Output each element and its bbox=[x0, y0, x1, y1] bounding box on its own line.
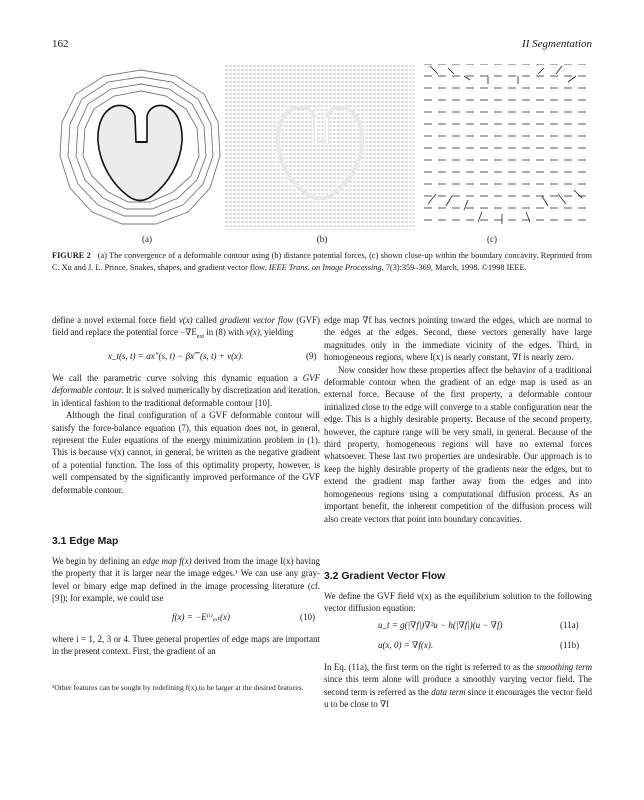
equation-9-number: (9) bbox=[306, 351, 317, 361]
left-column-edge-props bbox=[52, 633, 320, 658]
caption-tail: 7(3):359–369, March, 1998. ©1998 IEEE. bbox=[385, 263, 527, 272]
figure-caption bbox=[52, 250, 592, 274]
left-column-section-31 bbox=[52, 555, 320, 605]
section-heading-3-2: 3.2 Gradient Vector Flow bbox=[324, 571, 446, 582]
right-paragraph-2: Now consider how these properties affect the behavior of a traditional deformable contour when the gradient of an edge map is used as an external force. Because of the first property, a deformable contour initialized close to the edge will converge to a stable configuration near the edge. This is a highly desirable property. Because of the second property, however, the capture range will be very small, in general. Because of the third property, homogeneous regions will have no external forces whatsoever. These last two properties are undesirable. Our approach is to keep the highly desirable property of the gradients near the edges, but to extend the gradient map farther away from the edges and into homogeneous regions using a computational diffusion process. As an important benefit, the inherent competition of the diffusion process will also create vectors that point into boundary concavities. bbox=[324, 364, 592, 524]
caption-text: (a) The convergence of a deformable contour using (b) distance potential forces, (c) shown close-up within the boundary concavity. Reprinted from C. Xu and J. L. Prince, Snakes, shapes, and gradient vector flow. bbox=[52, 251, 592, 272]
equation-10-number: (10) bbox=[300, 612, 315, 622]
left-paragraph-5: where i = 1, 2, 3 or 4. Three general properties of edge maps are important in the present context. First, the gradient of an bbox=[52, 634, 320, 657]
equation-11a: u_t = g(|∇f|)∇²u − h(|∇f|)(u − ∇f) bbox=[378, 620, 503, 630]
contour-convergence-plot bbox=[52, 64, 230, 230]
vector-field-closeup-plot bbox=[418, 64, 592, 230]
equation-11b-number: (11b) bbox=[560, 640, 580, 650]
equation-10: f(x) = −E⁽ⁱ⁾ₑₓₜ(x) bbox=[172, 612, 230, 622]
figure-panel-b bbox=[225, 64, 415, 230]
right-paragraph-3: We define the GVF field v(x) as the equilibrium solution to the following vector diffusion equation: bbox=[324, 591, 592, 614]
left-column bbox=[52, 314, 320, 344]
figure-panel-a bbox=[52, 64, 230, 230]
footnote: ¹Other features can be sought by redefining f(x) to be larger at the desired features. bbox=[52, 683, 304, 692]
panel-label-b: (b) bbox=[316, 234, 328, 244]
running-title: II Segmentation bbox=[522, 38, 592, 50]
left-paragraph-3: Although the final configuration of a GVF deformable contour will satisfy the force-balance equation (7), this equation does not, in general, represent the Euler equations of the energy minimization problem in (1). This is because v(x) cannot, in general, be written as the negative gradient of a potential function. The loss of this optimality property, however, is well compensated by the significantly improved performance of the GVF deformable contour. bbox=[52, 410, 320, 495]
left-paragraph-2: We call the parametric curve solving this dynamic equation a GVF deformable contour. It is solved numerically by discretization and iteration, in identical fashion to the traditional deformable contour [10]. bbox=[52, 373, 321, 408]
distance-potential-field-plot bbox=[225, 64, 415, 230]
page-number: 162 bbox=[52, 38, 69, 50]
right-column-section-32 bbox=[324, 590, 592, 615]
panel-label-c: (c) bbox=[487, 234, 497, 244]
right-paragraph-1: edge map ∇f has vectors pointing toward the edges, which are normal to the edges at the edges. Second, these vectors generally have large magnitudes only in the immediate vicinity of the edges. Third, in homogeneous regions, where I(x) is nearly constant, ∇f is nearly zero. bbox=[324, 315, 592, 363]
equation-9: x_t(s, t) = αx″(s, t) − βx⁗(s, t) + v(x). bbox=[108, 351, 244, 361]
panel-label-a: (a) bbox=[142, 234, 152, 244]
section-heading-3-1: 3.1 Edge Map bbox=[52, 536, 119, 547]
left-paragraph-1: define a novel external force field v(x) called gradient vector flow (GVF) field and replace the potential force $-\nabla E_{ext}$ in (8) with v(x), yielding bbox=[52, 315, 320, 341]
right-column bbox=[324, 314, 592, 525]
left-column-body bbox=[52, 372, 320, 496]
equation-11b: u(x, 0) = ∇f(x). bbox=[378, 640, 434, 650]
equation-11a-number: (11a) bbox=[560, 620, 579, 630]
caption-journal: IEEE Trans. on Image Processing, bbox=[268, 263, 384, 272]
left-paragraph-4: We begin by defining an edge map f(x) derived from the image I(x) having the property that it is larger near the image edges.¹ We can use any gray-level or binary edge map defined in the image processing literature (cf. [9]); for example, we could use bbox=[52, 556, 320, 604]
right-column-continuation bbox=[324, 661, 592, 711]
figure-panel-c bbox=[418, 64, 592, 230]
caption-lead: FIGURE 2 bbox=[52, 251, 91, 260]
right-paragraph-4: In Eq. (11a), the first term on the right is referred to as the smoothing term since this term alone will produce a smoothly varying vector field. The second term is referred as the data term since it encourages the vector field u to be close to ∇f bbox=[324, 662, 593, 710]
